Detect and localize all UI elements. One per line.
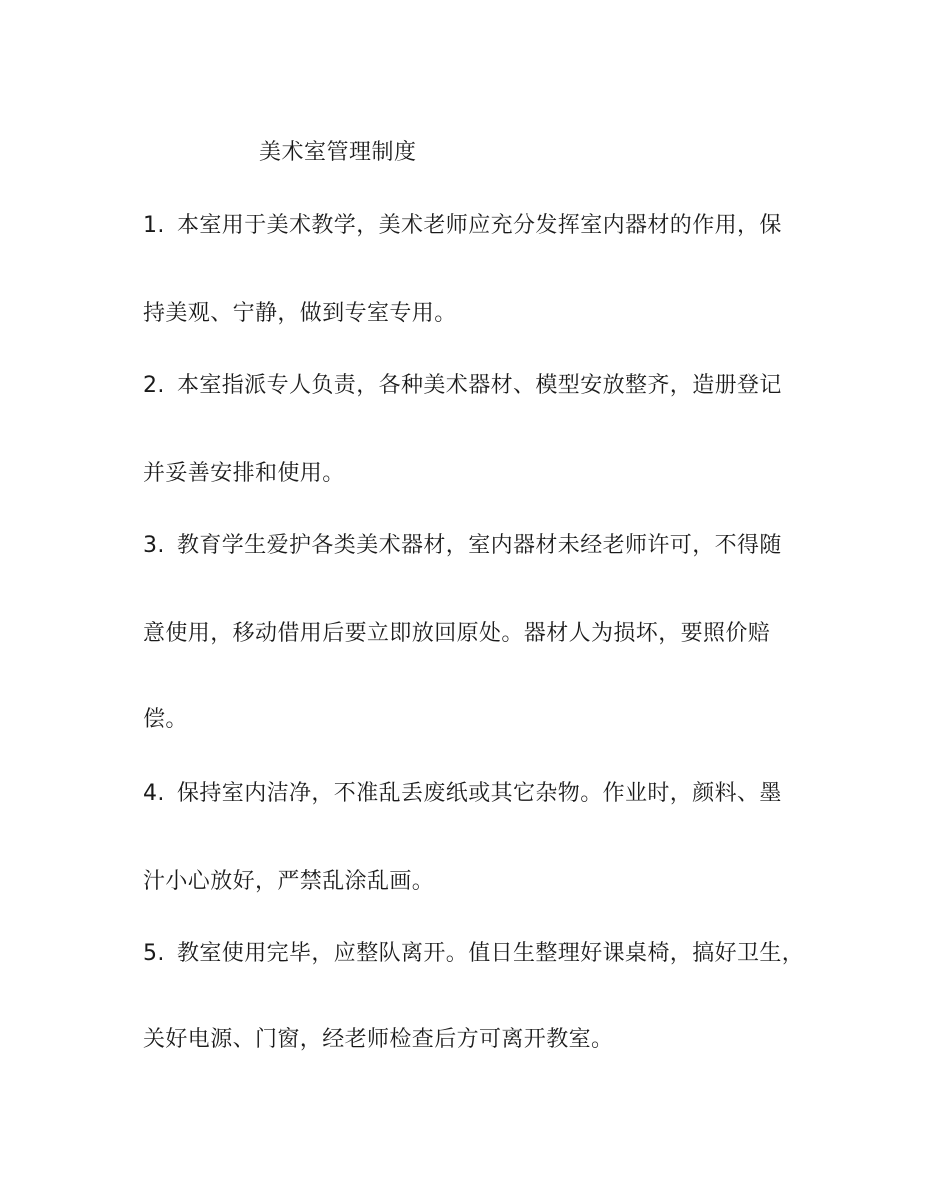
item-3-first-line xyxy=(143,530,782,562)
item-4-first-line xyxy=(143,778,782,810)
item-2-first-line xyxy=(143,370,782,402)
item-1-number: 1. xyxy=(143,213,165,238)
item-2-continuation: 并妥善安排和使用。 xyxy=(143,461,345,486)
item-4-number: 4. xyxy=(143,781,165,806)
item-3-text: 教育学生爱护各类美术器材，室内器材未经老师许可，不得随 xyxy=(177,533,782,558)
item-2-text: 本室指派专人负责，各种美术器材、模型安放整齐，造册登记 xyxy=(177,373,782,398)
item-5-first-line xyxy=(143,938,804,970)
item-5-number: 5. xyxy=(143,941,165,966)
item-3-continuation-2: 偿。 xyxy=(143,707,188,732)
item-3-number: 3. xyxy=(143,533,165,558)
document-title: 美术室管理制度 xyxy=(259,140,417,165)
item-4-continuation: 汁小心放好，严禁乱涂乱画。 xyxy=(143,869,435,894)
item-1-text: 本室用于美术教学，美术老师应充分发挥室内器材的作用，保 xyxy=(177,213,782,238)
item-1-continuation: 持美观、宁静，做到专室专用。 xyxy=(143,301,457,326)
item-5-text: 教室使用完毕，应整队离开。值日生整理好课桌椅，搞好卫生， xyxy=(177,941,805,966)
item-5-continuation: 关好电源、门窗，经老师检查后方可离开教室。 xyxy=(143,1027,614,1052)
item-2-number: 2. xyxy=(143,373,165,398)
item-4-text: 保持室内洁净，不准乱丢废纸或其它杂物。作业时，颜料、墨 xyxy=(177,781,782,806)
item-1-first-line xyxy=(143,210,782,242)
item-3-continuation-1: 意使用，移动借用后要立即放回原处。器材人为损坏，要照价赔 xyxy=(143,621,771,646)
